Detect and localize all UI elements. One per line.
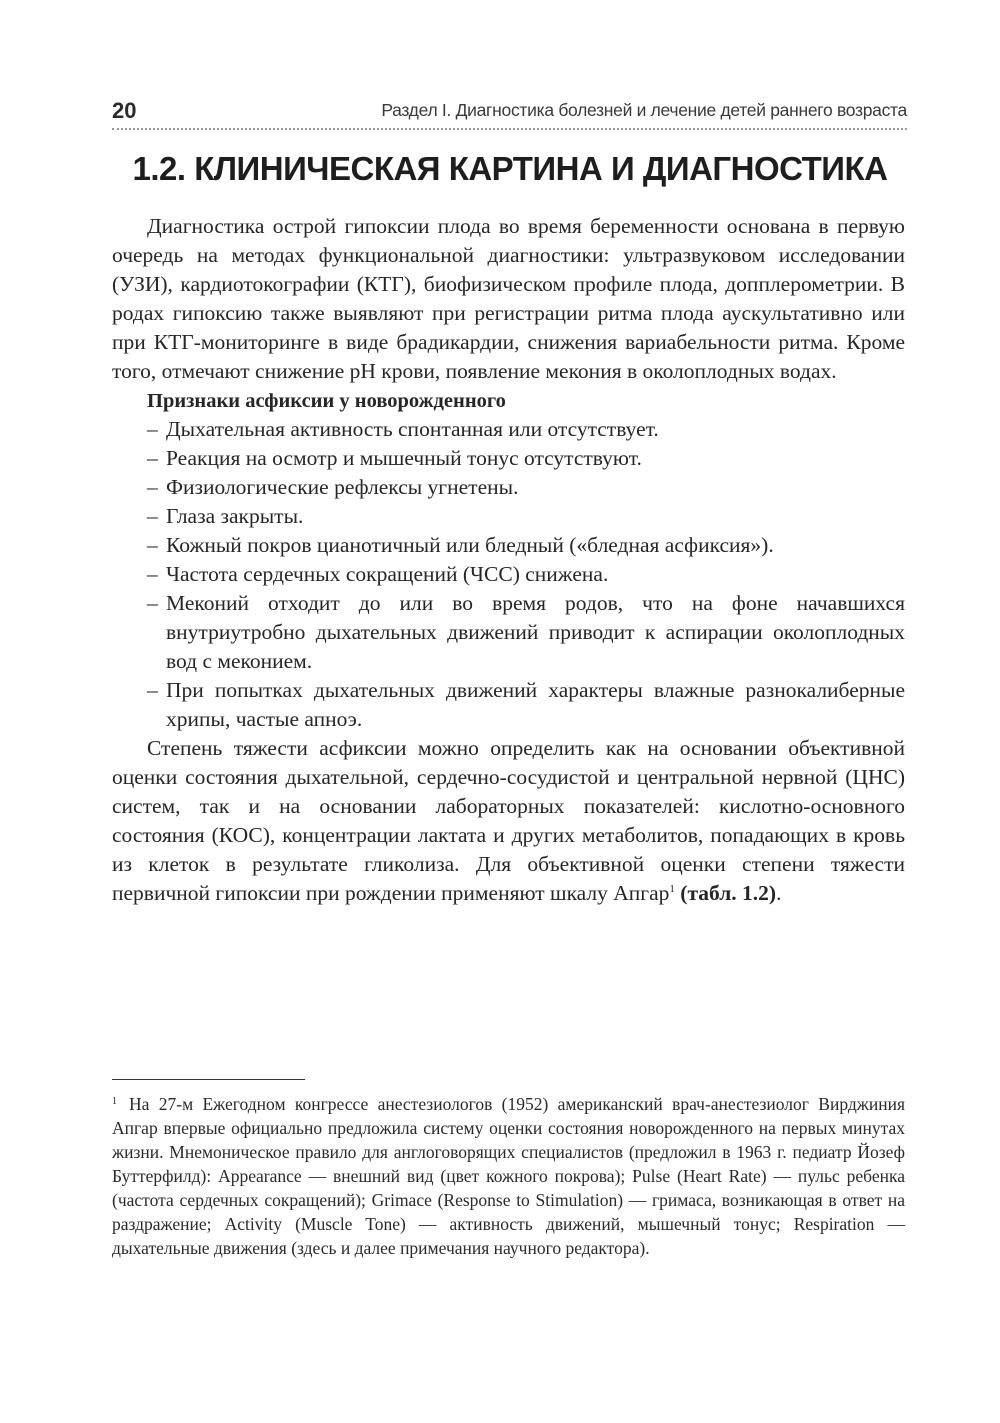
list-item: – Глаза закрыты. (112, 502, 905, 531)
table-reference[interactable]: (табл. 1.2) (680, 881, 777, 905)
list-dash: – (147, 504, 158, 528)
list-item: – Реакция на осмотр и мышечный тонус отсутствуют. (112, 444, 905, 473)
list-dash: – (147, 475, 158, 499)
signs-list (112, 415, 905, 734)
list-dash: – (147, 591, 158, 615)
list-item: – Дыхательная активность спонтанная или отсутствует. (112, 415, 905, 444)
severity-paragraph: Степень тяжести асфиксии можно определить как на основании объективной оценки состояния дыхательной, сердечно-сосудистой и центральной нервной (ЦНС) систем, так и на основании лабораторных показателей: кислотно-основного состояния (КОС), концентрации лактата и других метаболитов, попадающих в кровь из клеток в результате гликолиза. Для объективной оценки степени тяжести первичной гипоксии при рождении применяют шкалу Апгар$^1$ (табл. 1.2). (112, 736, 905, 905)
list-dash: – (147, 678, 158, 702)
footnote (112, 1092, 905, 1260)
main-text (112, 212, 905, 908)
list-item: – Меконий отходит до или во время родов, что на фоне начавшихся внутриутробно дыхательных движений приводит к аспирации околоплодных вод с меконием. (147, 591, 905, 673)
page-number: 20 (112, 98, 137, 123)
list-dash: – (147, 417, 158, 441)
list-item: – Кожный покров цианотичный или бледный («бледная асфиксия»). (112, 531, 905, 560)
list-item: – При попытках дыхательных движений характеры влажные разнокалиберные хрипы, частые апноэ. (147, 678, 905, 731)
footnote-marker[interactable]: 1 (669, 883, 675, 895)
footnote-divider (112, 1079, 305, 1080)
footnote-number: 1 (112, 1096, 117, 1107)
intro-paragraph: Диагностика острой гипоксии плода во время беременности основана в первую очередь на методах функциональной диагностики: ультразвуковом исследовании (УЗИ), кардиотокографии (КТГ), биофизическом профиле плода, допплерометрии. В родах гипоксию также выявляют при регистрации ритма плода аускультативно или при КТГ-мониторинге в виде брадикардии, снижения вариабельности ритма. Кроме того, отмечают снижение pH крови, появление мекония в околоплодных водах. (112, 214, 905, 383)
list-item: – Частота сердечных сокращений (ЧСС) снижена. (112, 560, 905, 589)
chapter-title: 1.2. КЛИНИЧЕСКАЯ КАРТИНА И ДИАГНОСТИКА (132, 150, 888, 187)
list-item: – Физиологические рефлексы угнетены. (112, 473, 905, 502)
list-dash: – (147, 446, 158, 470)
signs-heading: Признаки асфиксии у новорожденного (147, 390, 506, 412)
section-title: Раздел I. Диагностика болезней и лечение детей раннего возраста (381, 100, 907, 120)
footnote-text: На 27-м Ежегодном конгрессе анестезиологов (1952) американский врач-анестезиолог Вирджиния Апгар впервые официально предложила систему оценки состояния новорожденного на первых минутах жизни. Мнемоническое правило для англоговорящих специалистов (предложил в 1963 г. педиатр Йозеф Буттерфилд): Appearance — внешний вид (цвет кожного покрова); Pulse (Heart Rate) — пульс ребенка (частота сердечных сокращений); Grimace (Response to Stimulation) — гримаса, возникающая в ответ на раздражение; Activity (Muscle Tone) — активность движений, мышечный тонус; Respiration — дыхательные движения (здесь и далее примечания научного редактора). (112, 1094, 905, 1258)
running-header (112, 96, 907, 130)
list-dash: – (147, 533, 158, 557)
list-dash: – (147, 562, 158, 586)
